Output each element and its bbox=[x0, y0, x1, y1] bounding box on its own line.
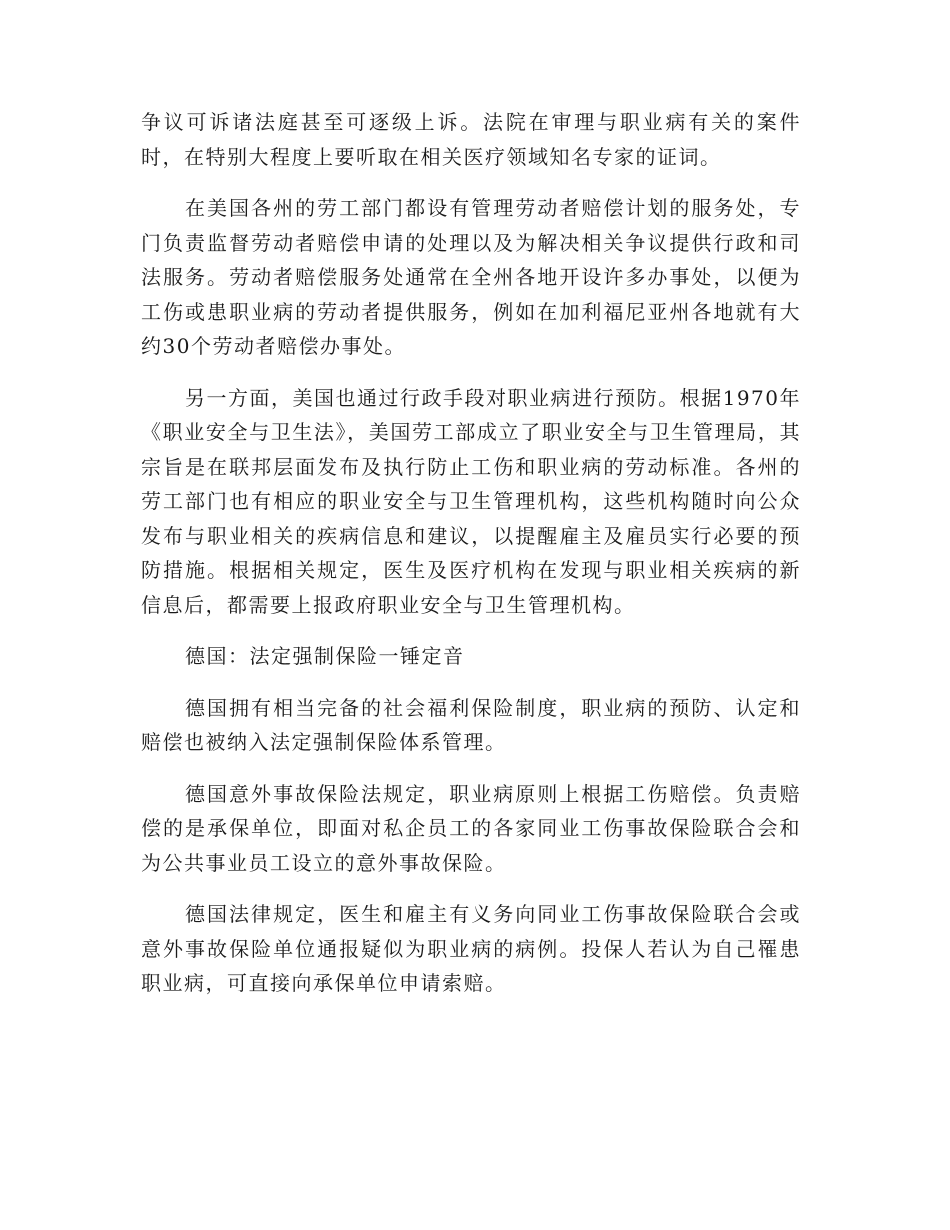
paragraph-6: 德国意外事故保险法规定，职业病原则上根据工伤赔偿。负责赔偿的是承保单位，即面对私企员工的各家同业工伤事故保险联合会和为公共事业员工设立的意外事故保险。 bbox=[141, 781, 801, 875]
paragraph-2: 在美国各州的劳工部门都设有管理劳动者赔偿计划的服务处，专门负责监督劳动者赔偿申请的处理以及为解决相关争议提供行政和司法服务。劳动者赔偿服务处通常在全州各地开设许多办事处，以便为工伤或患职业病的劳动者提供服务，例如在加利福尼亚州各地就有大约30个劳动者赔偿办事处。 bbox=[141, 196, 801, 358]
paragraph-7: 德国法律规定，医生和雇主有义务向同业工伤事故保险联合会或意外事故保险单位通报疑似为职业病的病例。投保人若认为自己罹患职业病，可直接向承保单位申请索赔。 bbox=[141, 902, 801, 995]
paragraph-3: 另一方面，美国也通过行政手段对职业病进行预防。根据1970年《职业安全与卫生法》，美国劳工部成立了职业安全与卫生管理局，其宗旨是在联邦层面发布及执行防止工伤和职业病的劳动标准。各州的劳工部门也有相应的职业安全与卫生管理机构，这些机构随时向公众发布与职业相关的疾病信息和建议，以提醒雇主及雇员实行必要的预防措施。根据相关规定，医生及医疗机构在发现与职业相关疾病的新信息后，都需要上报政府职业安全与卫生管理机构。 bbox=[141, 385, 801, 617]
document-body bbox=[141, 105, 801, 1018]
paragraph-1: 争议可诉诸法庭甚至可逐级上诉。法院在审理与职业病有关的案件时，在特别大程度上要听取在相关医疗领域知名专家的证词。 bbox=[141, 110, 801, 169]
paragraph-5: 德国拥有相当完备的社会福利保险制度，职业病的预防、认定和赔偿也被纳入法定强制保险体系管理。 bbox=[141, 695, 801, 754]
section-heading: 德国：法定强制保险一锤定音 bbox=[185, 644, 465, 668]
